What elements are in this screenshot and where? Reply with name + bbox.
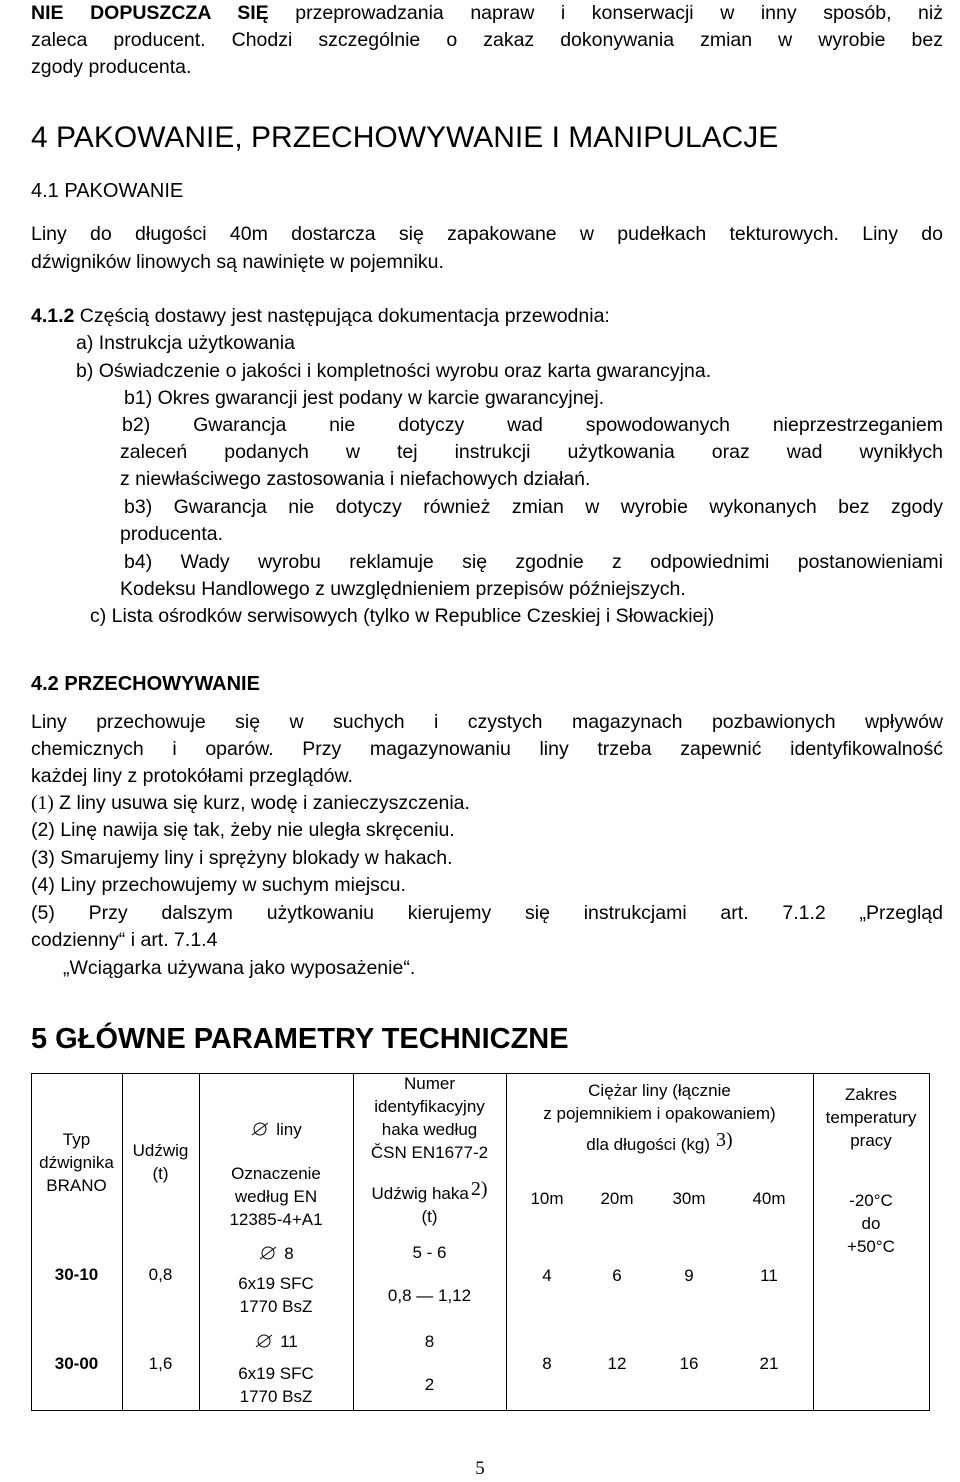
row-1-rope-spec bbox=[199, 1272, 353, 1318]
intro-line-1 bbox=[31, 2, 943, 24]
temperature-range-line: -20°C bbox=[849, 1191, 893, 1210]
storage-item-2: (2) Linę nawija się tak, żeby nie uległa skręceniu. bbox=[31, 819, 455, 841]
header-typ bbox=[31, 1128, 122, 1197]
header-oznaczenie-line: 12385-4+A1 bbox=[229, 1210, 323, 1229]
header-zakres-line: Zakres bbox=[845, 1085, 897, 1104]
doc-item-b4-line-1: b4) Wady wyrobu reklamuje się zgodnie z odpowiednimi postanowieniami bbox=[124, 551, 943, 573]
row-1-type: 30-10 bbox=[54, 1265, 99, 1284]
doc-item-b1: b1) Okres gwarancji jest podany w karcie gwarancyjnej. bbox=[124, 387, 605, 409]
doc-item-b: b) Oświadczenie o jakości i kompletności wyrobu oraz karta gwarancyjna. bbox=[76, 360, 712, 382]
row-2-hook-capacity: 2 bbox=[424, 1375, 435, 1394]
diameter-icon bbox=[254, 1334, 274, 1348]
row-2-weight-20m: 12 bbox=[607, 1354, 627, 1373]
header-udzwig bbox=[122, 1139, 199, 1185]
row-1-weight-20m: 6 bbox=[612, 1266, 622, 1285]
header-oznaczenie-line: Oznaczenie bbox=[231, 1164, 321, 1183]
intro-line-1-rest: przeprowadzania napraw i konserwacji w inny sposób, niż bbox=[268, 2, 943, 24]
storage-item-5-line-1: (5) Przy dalszym użytkowaniu kierujemy się instrukcjami art. 7.1.2 „Przegląd bbox=[31, 902, 943, 924]
header-udzwig-haka-label: Udźwig haka bbox=[371, 1184, 469, 1203]
doc-item-c: c) Lista ośrodków serwisowych (tylko w Republice Czeskiej i Słowackiej) bbox=[90, 605, 715, 627]
doc-item-b2-line-1: b2) Gwarancja nie dotyczy wad spowodowanych nieprzestrzeganiem bbox=[122, 414, 943, 436]
doc-item-b3-line-2: producenta. bbox=[120, 523, 223, 545]
header-numer-line: identyfikacyjny bbox=[374, 1097, 485, 1116]
diameter-icon bbox=[258, 1246, 278, 1260]
doc-item-a: a) Instrukcja użytkowania bbox=[76, 332, 295, 354]
length-20m: 20m bbox=[600, 1189, 634, 1208]
row-1-weight-30m: 9 bbox=[684, 1266, 694, 1285]
storage-item-4: (4) Liny przechowujemy w suchym miejscu. bbox=[31, 874, 406, 896]
row-2-rope-spec bbox=[199, 1362, 353, 1408]
header-udzwig-line: Udźwig bbox=[132, 1141, 189, 1160]
section-42-line-1: Liny przechowuje się w suchych i czystych magazynach pozbawionych wpływów bbox=[31, 711, 943, 733]
doc-item-b2-line-2: zaleceń podanych w tej instrukcji użytkowania oraz wad wynikłych bbox=[120, 441, 943, 463]
row-1-rope-spec-line: 1770 BsZ bbox=[239, 1297, 313, 1316]
section-42-title: 4.2 PRZECHOWYWANIE bbox=[31, 673, 260, 695]
row-2-type: 30-00 bbox=[54, 1354, 99, 1373]
doc-item-b3-line-1: b3) Gwarancja nie dotyczy również zmian w wyrobie wykonanych bez zgody bbox=[124, 496, 943, 518]
length-10m: 10m bbox=[530, 1189, 564, 1208]
page-number: 5 bbox=[475, 1458, 485, 1479]
header-typ-line: BRANO bbox=[46, 1176, 107, 1195]
header-oznaczenie bbox=[199, 1162, 353, 1231]
section-41-line-2: dźwigników linowych są nawinięte w pojemniku. bbox=[31, 251, 444, 273]
section-42-line-3: każdej liny z protokółami przeglądów. bbox=[31, 765, 353, 787]
row-2-capacity: 1,6 bbox=[148, 1354, 173, 1373]
diameter-icon bbox=[250, 1122, 270, 1136]
header-liny bbox=[199, 1118, 353, 1141]
length-30m: 30m bbox=[672, 1189, 706, 1208]
temperature-range bbox=[813, 1189, 929, 1258]
row-1-hook-capacity: 0,8 — 1,12 bbox=[387, 1286, 472, 1305]
row-1-rope-diameter-value: 8 bbox=[284, 1244, 294, 1263]
doc-item-b4-line-2: Kodeksu Handlowego z uwzględnieniem przepisów późniejszych. bbox=[120, 578, 686, 600]
header-numer-line: ČSN EN1677-2 bbox=[370, 1143, 489, 1162]
storage-item-5-line-2: codzienny“ i art. 7.1.4 bbox=[31, 929, 218, 951]
row-1-rope-spec-line: 6x19 SFC bbox=[238, 1274, 314, 1293]
section-412-text: Częścią dostawy jest następująca dokumentacja przewodnia: bbox=[74, 305, 610, 327]
doc-item-b2-line-3: z niewłaściwego zastosowania i niefachowych działań. bbox=[120, 468, 591, 490]
storage-item-3: (3) Smarujemy liny i sprężyny blokady w hakach. bbox=[31, 847, 453, 869]
technical-parameters-table bbox=[31, 1073, 930, 1411]
row-2-rope-spec-line: 6x19 SFC bbox=[238, 1364, 314, 1383]
section-42-line-2: chemicznych i oparów. Przy magazynowaniu liny trzeba zapewnić identyfikowalność bbox=[31, 738, 943, 760]
section-412-line bbox=[31, 305, 610, 327]
header-zakres bbox=[813, 1083, 929, 1152]
header-typ-line: Typ bbox=[62, 1130, 91, 1149]
row-2-rope-diameter bbox=[199, 1330, 353, 1353]
section-412-number: 4.1.2 bbox=[31, 305, 75, 327]
header-zakres-line: pracy bbox=[850, 1131, 892, 1150]
section-4-title: 4 PAKOWANIE, PRZECHOWYWANIE I MANIPULACJE bbox=[31, 121, 779, 154]
header-zakres-line: temperatury bbox=[825, 1108, 917, 1127]
temperature-range-line: do bbox=[861, 1214, 881, 1233]
table-border-right bbox=[929, 1073, 930, 1411]
row-2-weight-30m: 16 bbox=[679, 1354, 699, 1373]
header-udzwig-haka bbox=[353, 1178, 506, 1228]
header-udzwig-haka-footnote: 2) bbox=[470, 1178, 488, 1200]
row-1-hook-id: 5 - 6 bbox=[412, 1243, 447, 1262]
row-2-weight-40m: 21 bbox=[759, 1354, 779, 1373]
header-udzwig-line: (t) bbox=[152, 1164, 169, 1183]
header-ciezar-line: Ciężar liny (łącznie bbox=[588, 1081, 731, 1100]
header-ciezar-line: dla długości (kg) bbox=[586, 1135, 711, 1154]
section-41-line-1: Liny do długości 40m dostarcza się zapakowane w pudełkach tekturowych. Liny do bbox=[31, 223, 943, 245]
row-1-rope-diameter bbox=[199, 1242, 353, 1265]
header-liny-label: liny bbox=[276, 1120, 302, 1139]
storage-item-1-number: (1) bbox=[31, 793, 54, 814]
header-ciezar-footnote: 3) bbox=[716, 1129, 733, 1151]
row-2-hook-id: 8 bbox=[424, 1332, 435, 1351]
row-2-rope-spec-line: 1770 BsZ bbox=[239, 1387, 313, 1406]
table-border-bottom bbox=[31, 1410, 930, 1411]
length-40m: 40m bbox=[752, 1189, 786, 1208]
header-udzwig-haka-unit: (t) bbox=[421, 1207, 438, 1226]
section-5-title: 5 GŁÓWNE PARAMETRY TECHNICZNE bbox=[31, 1023, 569, 1055]
intro-line-3: zgody producenta. bbox=[31, 56, 192, 78]
storage-item-5-line-3: „Wciągarka używana jako wyposażenie“. bbox=[63, 957, 416, 979]
row-1-capacity: 0,8 bbox=[148, 1265, 173, 1284]
section-41-title: 4.1 PAKOWANIE bbox=[31, 180, 184, 202]
header-typ-line: dźwignika bbox=[39, 1153, 114, 1172]
row-1-weight-40m: 11 bbox=[760, 1266, 778, 1285]
storage-item-1 bbox=[31, 792, 470, 815]
row-2-weight-10m: 8 bbox=[542, 1354, 552, 1373]
header-numer-line: Numer bbox=[403, 1074, 455, 1093]
header-ciezar-line: z pojemnikiem i opakowaniem) bbox=[543, 1104, 776, 1123]
intro-bold-warning: NIE DOPUSZCZA SIĘ bbox=[31, 2, 269, 24]
header-numer bbox=[353, 1072, 506, 1164]
row-1-weight-10m: 4 bbox=[542, 1266, 552, 1285]
intro-line-2: zaleca producent. Chodzi szczególnie o zakaz dokonywania zmian w wyrobie bez bbox=[31, 29, 943, 51]
header-numer-line: haka według bbox=[381, 1120, 478, 1139]
header-oznaczenie-line: według EN bbox=[234, 1187, 318, 1206]
storage-item-1-text: Z liny usuwa się kurz, wodę i zanieczyszczenia. bbox=[53, 792, 470, 814]
row-2-rope-diameter-value: 11 bbox=[280, 1332, 298, 1351]
header-ciezar bbox=[506, 1079, 813, 1156]
temperature-range-line: +50°C bbox=[847, 1237, 895, 1256]
